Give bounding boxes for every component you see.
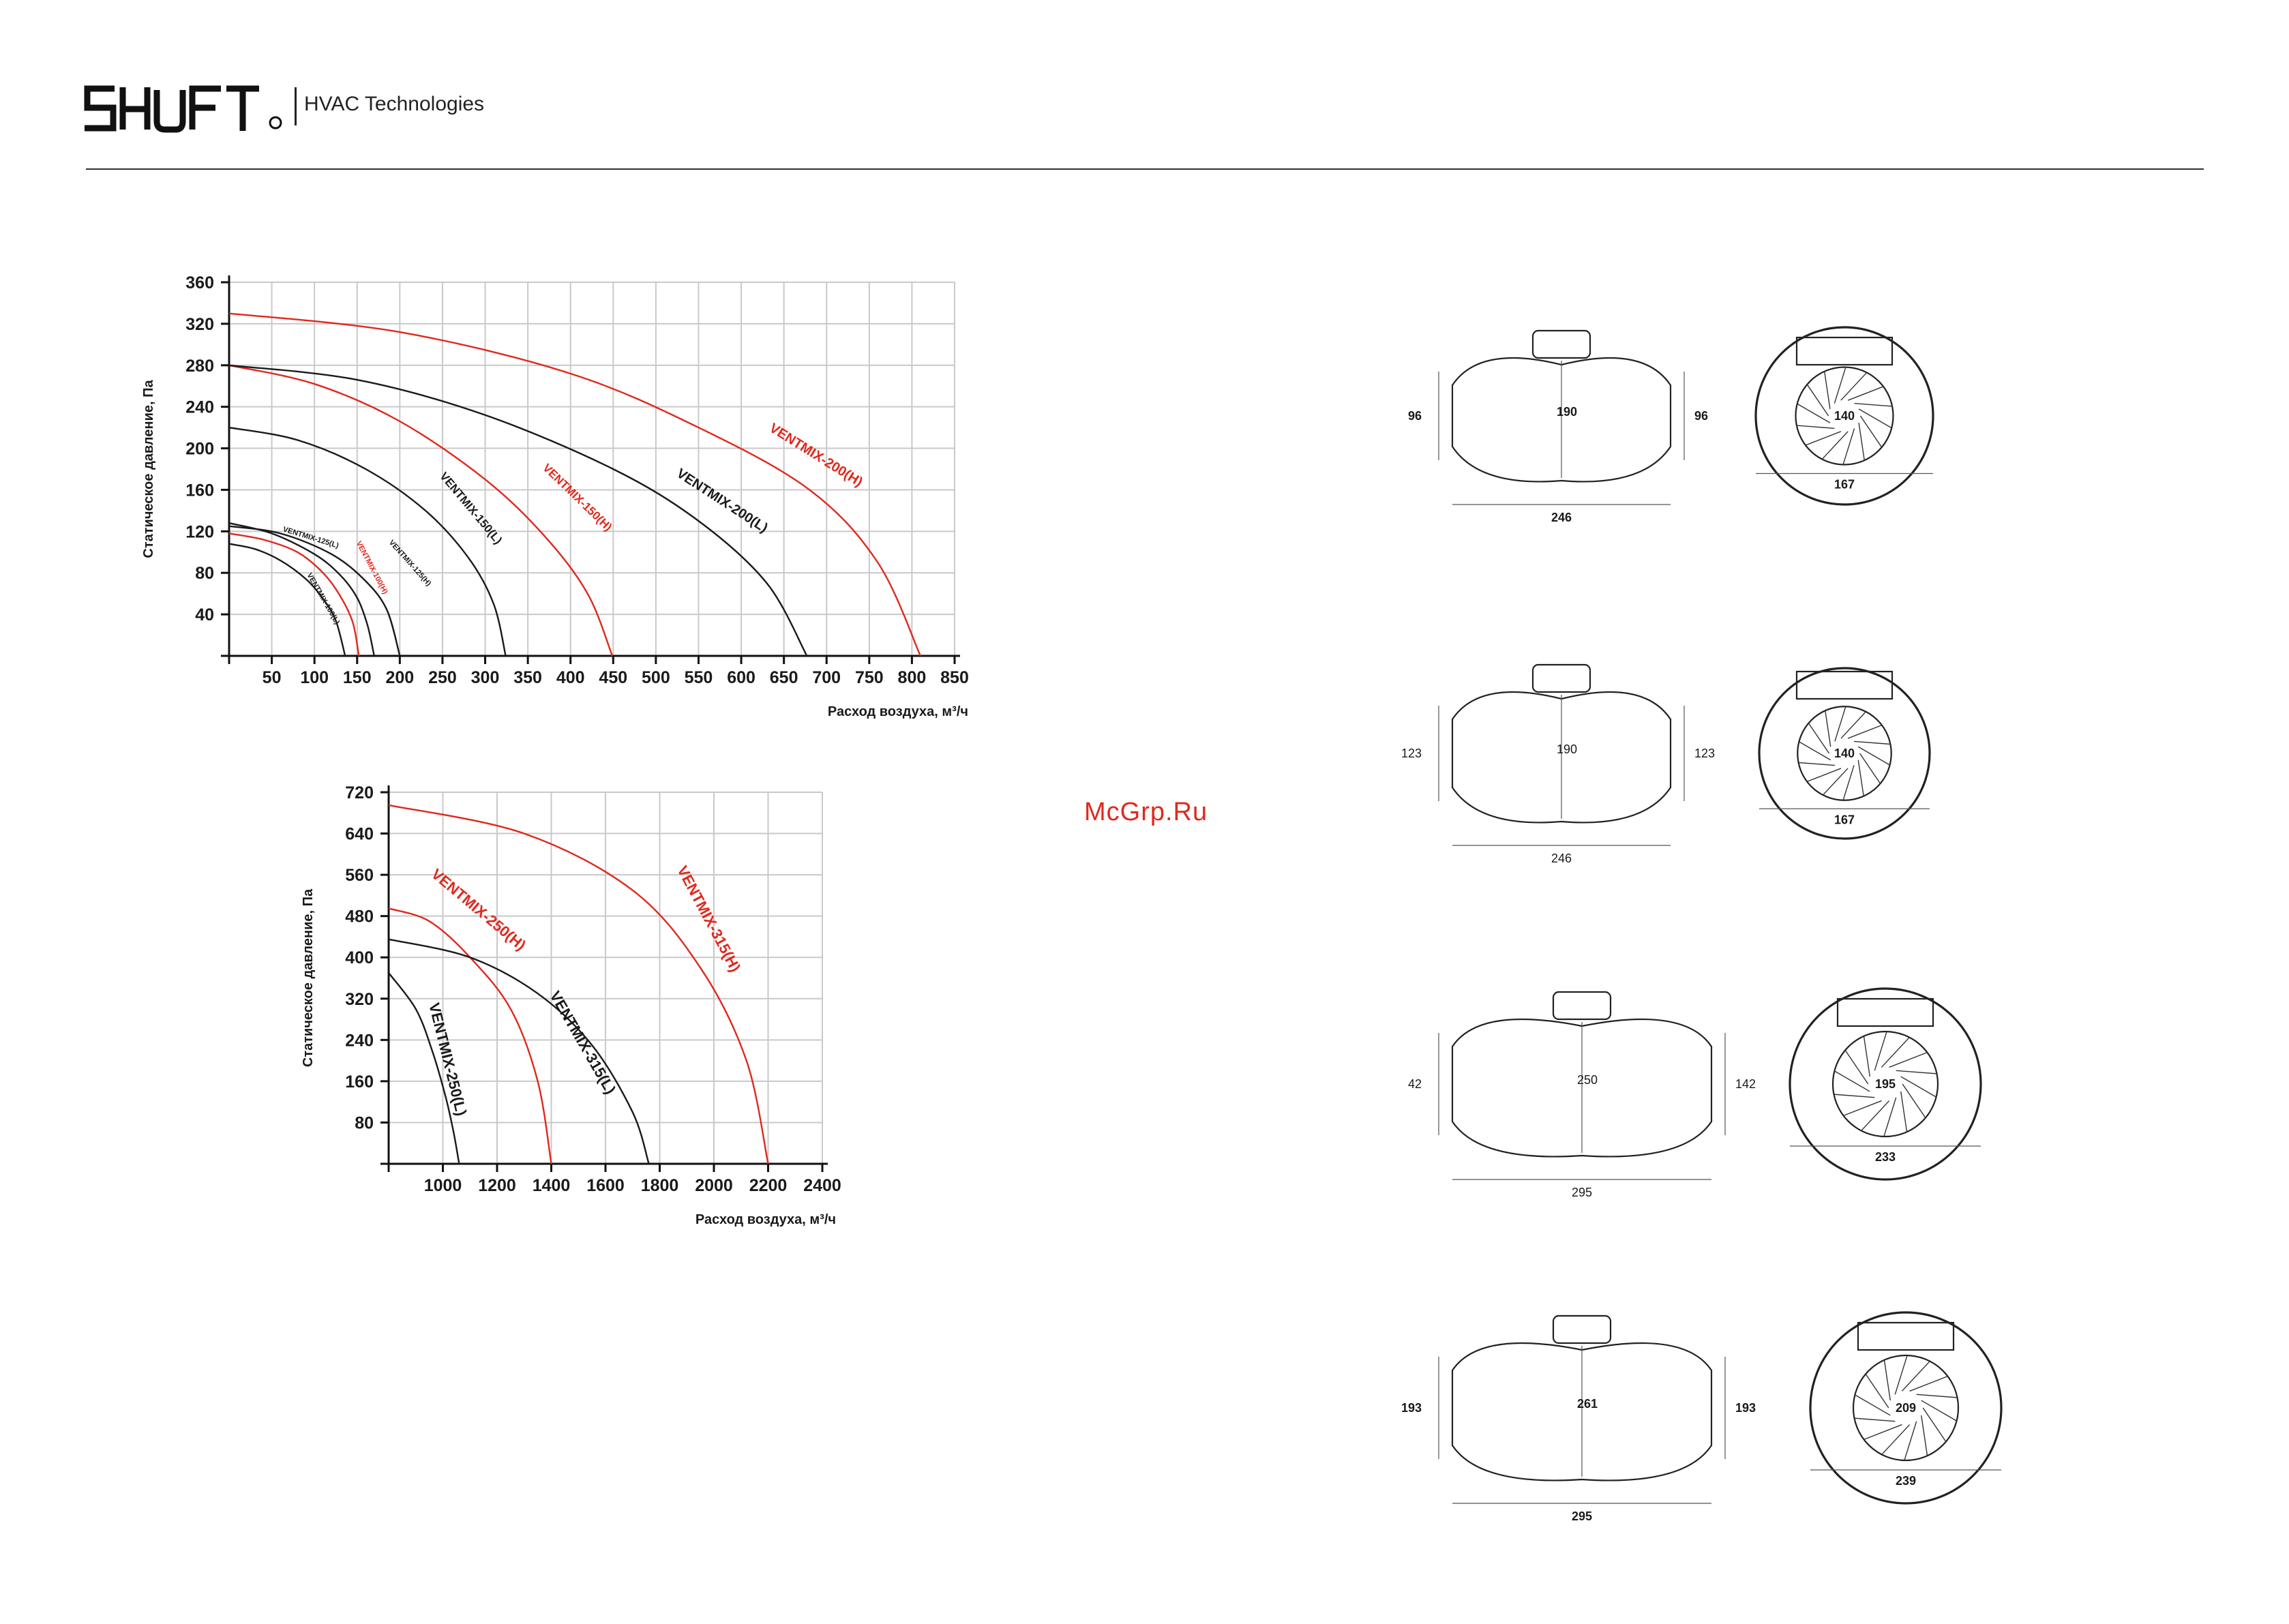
right-height: 96 [1694,409,1709,423]
side-top-box [1533,665,1590,692]
impeller-blade [1858,747,1889,765]
x-tick-label: 600 [727,668,755,687]
front-outer-diameter: 239 [1895,1474,1917,1488]
impeller-blade [1859,423,1864,460]
side-body-height: 250 [1576,1073,1598,1087]
side-top-box [1553,1316,1611,1343]
impeller-blade [1884,1360,1890,1400]
impeller-blade [1844,1101,1882,1116]
left-height: 96 [1407,409,1422,423]
x-tick-label: 550 [684,668,713,687]
x-tick-label: 1000 [423,1176,462,1195]
left-height: 42 [1407,1077,1422,1091]
x-tick-label: 1200 [478,1176,516,1195]
x-axis-label: Расход воздуха, м³/ч [695,1212,836,1227]
y-tick-label: 720 [345,783,374,802]
chart-small-fans [136,259,996,736]
y-tick-label: 80 [195,564,214,584]
impeller-blade [1902,1362,1930,1392]
impeller-blade [1835,706,1846,741]
left-height: 123 [1401,747,1422,760]
impeller-blade [1848,725,1882,738]
series-line [229,523,374,656]
impeller-blade [1858,760,1864,796]
side-body-height: 190 [1556,405,1578,419]
front-inner-diameter: 209 [1895,1401,1917,1415]
x-tick-label: 400 [556,668,585,687]
impeller-blade [1917,1394,1958,1398]
impeller-blade [1825,372,1830,409]
x-tick-label: 150 [342,668,372,687]
y-tick-label: 320 [345,989,374,1009]
side-top-box [1553,992,1611,1019]
x-axis-label: Расход воздуха, м³/ч [827,704,968,719]
series-line [389,939,649,1164]
impeller-blade [1825,710,1831,747]
x-tick-label: 500 [642,668,670,687]
x-tick-label: 1800 [640,1176,679,1195]
impeller-blade [1861,1101,1889,1131]
x-tick-label: 1400 [532,1176,571,1195]
impeller-blade [1848,387,1883,400]
impeller-blade [1874,1032,1887,1070]
impeller-blade [1921,1400,1957,1421]
impeller-blade [1864,1036,1870,1077]
y-axis-label: Статическое давление, Па [141,380,156,558]
series-label: VENTMIX-100(L) [305,571,342,627]
watermark: McGrp.Ru [1084,798,1208,826]
front-inner-diameter: 140 [1834,747,1855,760]
series-label: VENTMIX-200(L) [674,466,771,537]
chart-large-fans [293,770,893,1248]
header-rule [86,168,2204,170]
series-label: VENTMIX-250(H) [428,865,530,954]
impeller-blade [1855,1395,1890,1415]
impeller-blade [1834,1071,1870,1092]
series-line [229,365,807,656]
y-axis-label: Статическое давление, Па [301,888,316,1068]
y-tick-label: 120 [185,522,214,542]
y-tick-label: 560 [345,866,374,886]
drawing-row-4 [1401,1312,2001,1523]
impeller-blade [1904,1422,1917,1460]
impeller-blade [1896,1070,1937,1074]
impeller-blade [1910,1377,1948,1392]
side-length: 295 [1571,1509,1593,1523]
series-line [229,533,359,656]
impeller-blade [1799,762,1835,765]
front-inner-diameter: 140 [1834,409,1855,423]
drawing-row-2 [1401,665,1930,865]
series-label: VENTMIX-125(H) [387,538,433,588]
impeller-blade [1884,1098,1896,1137]
x-tick-label: 650 [769,668,798,687]
series-label: VENTMIX-250(L) [425,1001,470,1118]
right-height: 193 [1735,1401,1756,1415]
front-top-box [1797,337,1892,365]
impeller-blade [1854,1418,1895,1422]
x-tick-label: 350 [513,668,542,687]
series-label: VENTMIX-100(H) [354,539,389,596]
front-outer-diameter: 167 [1834,813,1855,827]
impeller-blade [1823,768,1848,795]
x-tick-label: 1600 [586,1176,625,1195]
y-tick-label: 80 [355,1113,374,1133]
right-height: 142 [1735,1077,1756,1091]
series-label: VENTMIX-315(L) [546,988,620,1097]
x-tick-label: 850 [940,668,969,687]
side-length: 295 [1571,1186,1593,1199]
series-line [389,908,552,1164]
impeller-blade [1901,1077,1936,1097]
impeller-blade [1841,712,1866,738]
x-tick-label: 100 [300,668,329,687]
x-tick-label: 450 [599,668,628,687]
side-body-height: 190 [1556,742,1578,756]
impeller-blade [1854,741,1890,744]
impeller-blade [1797,404,1830,423]
x-tick-label: 700 [812,668,841,687]
impeller-blade [1843,766,1854,800]
impeller-blade [1822,432,1848,460]
y-tick-label: 160 [185,481,214,500]
impeller-blade [1834,367,1846,404]
left-height: 193 [1401,1401,1422,1415]
shuft-logo [80,80,285,140]
side-length: 246 [1551,852,1572,865]
impeller-blade [1859,409,1891,428]
series-label: VENTMIX-200(H) [766,420,865,490]
side-top-box [1533,331,1590,358]
impeller-blade [1799,742,1830,760]
y-tick-label: 240 [345,1031,374,1051]
x-tick-label: 200 [385,668,415,687]
drawing-row-3 [1408,989,1981,1199]
impeller-blade [1797,425,1835,428]
right-height: 123 [1694,747,1716,760]
impeller-blade [1881,1038,1909,1068]
y-tick-label: 240 [185,397,214,417]
series-label: VENTMIX-150(H) [540,461,615,534]
front-outer-diameter: 167 [1834,477,1855,492]
brand-subtitle: HVAC Technologies [304,93,485,115]
series-label: VENTMIX-315(H) [674,862,745,975]
brand-separator [295,87,297,125]
series-line [389,805,768,1164]
series-label: VENTMIX-150(L) [437,469,505,547]
y-tick-label: 160 [345,1072,374,1092]
x-tick-label: 2000 [695,1176,733,1195]
impeller-blade [1864,1425,1902,1440]
side-body-height: 261 [1576,1397,1598,1411]
y-tick-label: 360 [185,273,214,292]
x-tick-label: 800 [897,668,927,687]
x-tick-label: 50 [262,668,282,687]
impeller-blade [1843,428,1855,464]
impeller-blade [1889,1053,1928,1068]
impeller-blade [1921,1415,1928,1456]
y-tick-label: 200 [185,439,214,459]
front-top-box [1838,999,1933,1026]
series-label: VENTMIX-125(L) [282,525,340,550]
impeller-blade [1807,768,1841,781]
y-tick-label: 320 [185,314,214,334]
x-tick-label: 300 [470,668,500,687]
y-tick-label: 480 [345,907,374,927]
impeller-blade [1882,1425,1910,1455]
y-tick-label: 280 [185,356,214,376]
y-tick-label: 40 [195,605,214,625]
front-top-box [1858,1323,1954,1350]
front-outer-diameter: 233 [1874,1150,1896,1164]
x-tick-label: 250 [428,668,457,687]
y-tick-label: 640 [345,824,374,844]
impeller-blade [1901,1092,1907,1132]
x-tick-label: 2400 [803,1176,841,1195]
x-tick-label: 750 [854,668,884,687]
impeller-blade [1895,1355,1907,1394]
impeller-blade [1855,404,1893,406]
series-line [229,365,615,656]
x-tick-label: 2200 [749,1176,788,1195]
impeller-blade [1834,1094,1874,1098]
drawing-row-1 [1408,327,1933,524]
front-inner-diameter: 195 [1874,1077,1896,1091]
dimension-drawings [1330,286,2046,1523]
side-length: 246 [1551,511,1572,524]
y-tick-label: 400 [345,948,374,968]
impeller-blade [1841,372,1867,400]
impeller-blade [1806,432,1841,445]
